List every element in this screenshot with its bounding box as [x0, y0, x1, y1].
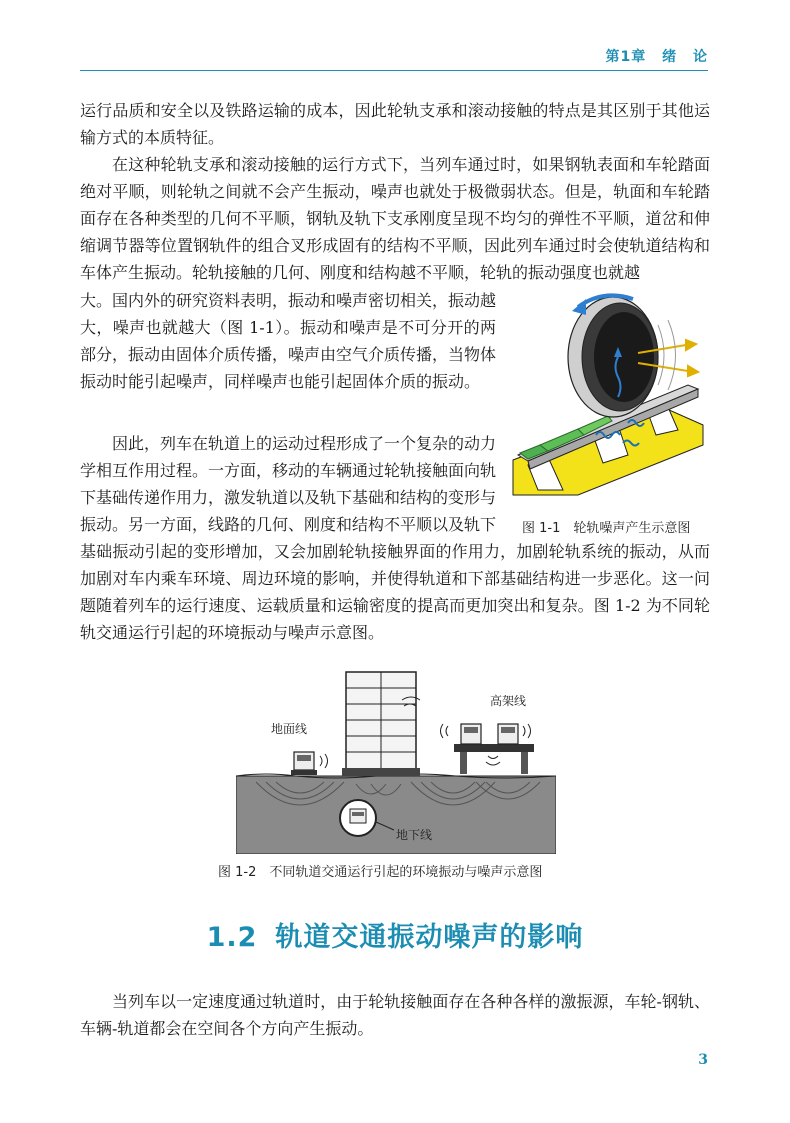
- paragraph-text: 基础振动引起的变形增加，又会加剧轮轨接触界面的作用力，加剧轮轨系统的振动，从而加剧对车内乘车环境、周边环境的影响，并使得轨道和下部基础结构进一步恶化。这一问题随着列车的运行速度、运载质量和运输密度的提高而更加突出和复杂。图 1-2 为不同轮轨交通运行引起的环境振动与噪声示意图。: [80, 542, 710, 642]
- page-number: 3: [698, 1052, 708, 1068]
- paragraph-text: 当列车以一定速度通过轨道时，由于轮轨接触面存在各种各样的激振源，车轮-钢轨、车辆-轨道都会在空间各个方向产生振动。: [80, 992, 710, 1038]
- label-elevated-line: 高架线: [490, 694, 527, 708]
- ground-train: [291, 752, 317, 775]
- figure-1-2-caption: 图 1-2 不同轨道交通运行引起的环境振动与噪声示意图: [218, 865, 543, 880]
- label-ground-line: 地面线: [271, 722, 308, 736]
- running-head-text: 第1章 绪 论: [605, 49, 708, 65]
- paragraph-dynamic-interaction: [80, 430, 496, 538]
- paragraph-text: 因此，列车在轨道上的运动过程形成了一个复杂的动力学相互作用过程。一方面，移动的车辆通过轮轨接触面向轨下基础传递作用力，激发轨道以及轨下基础和结构的变形与振动。另一方面，线路的几何、刚度和结构不平顺以及轨下: [80, 434, 497, 534]
- paragraph-vibration-cause: [80, 151, 710, 286]
- paragraph-vibration-sources: [80, 988, 710, 1042]
- paragraph-text: 运行品质和安全以及铁路运输的成本，因此轮轨支承和滚动接触的特点是其区别于其他运输方式的本质特征。: [80, 101, 710, 147]
- wheel: [568, 297, 658, 417]
- elevated-structure: [454, 724, 534, 774]
- tunnel: [340, 800, 376, 836]
- figure-wheel-rail-noise: [508, 285, 708, 505]
- figure-1-1-caption: 图 1-1 轮轨噪声产生示意图: [522, 521, 691, 536]
- paragraph-text: 在这种轮轨支承和滚动接触的运行方式下，当列车通过时，如果钢轨表面和车轮踏面绝对平顺，则轮轨之间就不会产生振动，噪声也就处于极微弱状态。但是，轨面和车轮踏面存在各种类型的几何不平顺，钢轨及轨下支承刚度呈现不均匀的弹性不平顺，道岔和伸缩调节器等位置钢轨件的组合叉形成固有的结构不平顺，因此列车通过时会使轨道结构和车体产生振动。轮轨接触的几何、刚度和结构越不平顺，轮轨的振动强度也就越: [80, 155, 710, 282]
- paragraph-dynamic-interaction-continued: [80, 538, 710, 646]
- sound-arcs: [658, 320, 676, 390]
- section-number: 1.2: [206, 922, 258, 953]
- paragraph-vibration-noise-relation: [80, 287, 496, 395]
- section-title-text: 轨道交通振动噪声的影响: [275, 922, 584, 953]
- building: [342, 672, 420, 776]
- paragraph-text: 大。国内外的研究资料表明，振动和噪声密切相关，振动越大，噪声也就越大（图 1-1）。振动和噪声是不可分开的两部分，振动由固体介质传播，噪声由空气介质传播，当物体振动时能引起噪声，同样噪声也能引起固体介质的振动。: [80, 291, 497, 391]
- label-underground-line: 地下线: [396, 828, 433, 842]
- section-heading: [0, 915, 790, 954]
- running-head: [80, 40, 708, 71]
- paragraph-intro-continued: [80, 97, 710, 151]
